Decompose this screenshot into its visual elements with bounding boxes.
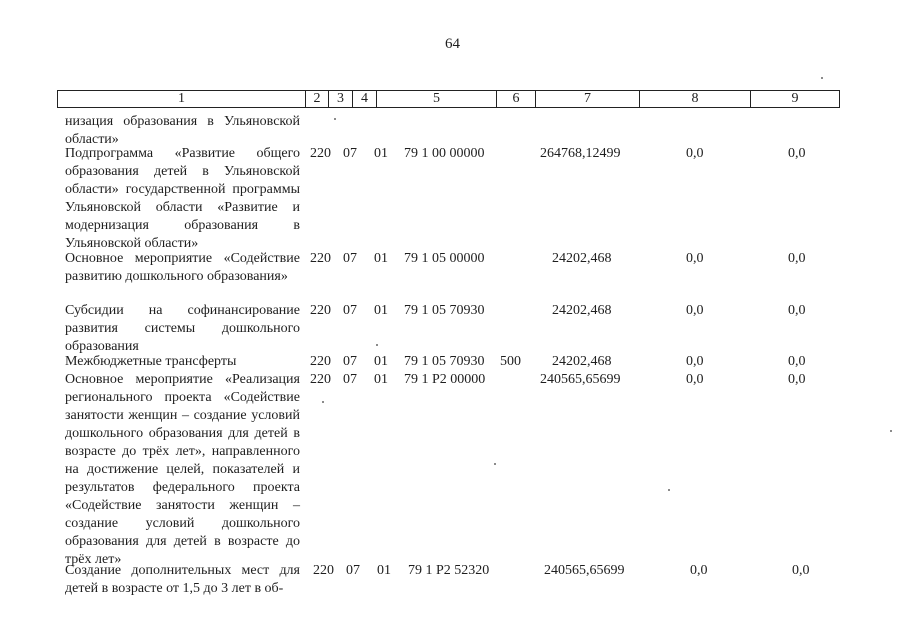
- cell-col9: 0,0: [788, 146, 806, 161]
- cell-col2: 220: [310, 372, 331, 387]
- cell-col4: 01: [374, 146, 388, 161]
- column-header-3: 3: [329, 91, 353, 107]
- cell-col6: 500: [500, 354, 521, 369]
- cell-col2: 220: [310, 354, 331, 369]
- cell-col5: 79 1 05 70930: [404, 354, 485, 369]
- cell-col3: 07: [346, 563, 360, 578]
- row-description: Субсидии на софинансирование развития системы дошкольного образования: [65, 303, 300, 354]
- row-description: Основное мероприятие «Реализация регионального проекта «Содействие занятости женщин – создание условий дошкольного образования для детей в возрасте до трёх лет», направленного на достижение целей, показателей и результатов федерального проекта «Содействие занятости женщин – создание условий дошкольного образования для детей в возрасте до трёх лет»: [65, 372, 300, 567]
- cell-col7: 24202,468: [552, 354, 612, 369]
- cell-col4: 01: [377, 563, 391, 578]
- cell-col8: 0,0: [686, 354, 704, 369]
- cell-col8: 0,0: [686, 303, 704, 318]
- cell-col3: 07: [343, 251, 357, 266]
- cell-col5: 79 1 P2 52320: [408, 563, 490, 578]
- cell-col4: 01: [374, 354, 388, 369]
- cell-col5: 79 1 00 00000: [404, 146, 485, 161]
- row-description: Основное мероприятие «Содействие развитию дошкольного образования»: [65, 251, 300, 284]
- scan-speck: [334, 118, 336, 120]
- row-description: Создание дополнительных мест для детей в возрасте от 1,5 до 3 лет в об-: [65, 563, 300, 596]
- cell-col3: 07: [343, 372, 357, 387]
- table-header: [57, 90, 840, 108]
- cell-col9: 0,0: [788, 303, 806, 318]
- column-header-8: 8: [640, 91, 751, 107]
- cell-col2: 220: [310, 146, 331, 161]
- cell-col7: 24202,468: [552, 251, 612, 266]
- cell-col3: 07: [343, 303, 357, 318]
- cell-col2: 220: [313, 563, 334, 578]
- cell-col7: 240565,65699: [540, 372, 621, 387]
- cell-col4: 01: [374, 303, 388, 318]
- cell-col9: 0,0: [788, 354, 806, 369]
- cell-col9: 0,0: [788, 251, 806, 266]
- cell-col8: 0,0: [690, 563, 708, 578]
- cell-col8: 0,0: [686, 372, 704, 387]
- column-header-2: 2: [306, 91, 329, 107]
- column-header-6: 6: [497, 91, 536, 107]
- scan-speck: [821, 77, 823, 79]
- page-number: 64: [445, 36, 460, 52]
- cell-col5: 79 1 P2 00000: [404, 372, 486, 387]
- row-description: Межбюджетные трансферты: [65, 354, 237, 369]
- cell-col2: 220: [310, 303, 331, 318]
- cell-col9: 0,0: [788, 372, 806, 387]
- cell-col3: 07: [343, 146, 357, 161]
- cell-col8: 0,0: [686, 251, 704, 266]
- row-description: низация образования в Ульяновской области»: [65, 114, 300, 147]
- cell-col4: 01: [374, 251, 388, 266]
- scan-speck: [890, 430, 892, 432]
- column-header-5: 5: [377, 91, 497, 107]
- column-header-9: 9: [791, 91, 799, 106]
- cell-col5: 79 1 05 00000: [404, 251, 485, 266]
- column-header-4: 4: [353, 91, 377, 107]
- cell-col9: 0,0: [792, 563, 810, 578]
- cell-col8: 0,0: [686, 146, 704, 161]
- cell-col3: 07: [343, 354, 357, 369]
- scan-speck: [668, 489, 670, 491]
- cell-col7: 24202,468: [552, 303, 612, 318]
- row-description: Подпрограмма «Развитие общего образования детей в Ульяновской области» государственной программы Ульяновской области «Развитие и модернизация образования в Ульяновской области»: [65, 146, 300, 251]
- column-header-7: 7: [536, 91, 640, 107]
- column-header-1: 1: [58, 91, 306, 107]
- scan-speck: [376, 344, 378, 346]
- cell-col4: 01: [374, 372, 388, 387]
- cell-col7: 240565,65699: [544, 563, 625, 578]
- cell-col7: 264768,12499: [540, 146, 621, 161]
- cell-col5: 79 1 05 70930: [404, 303, 485, 318]
- cell-col2: 220: [310, 251, 331, 266]
- scan-speck: [494, 463, 496, 465]
- scan-speck: [322, 401, 324, 403]
